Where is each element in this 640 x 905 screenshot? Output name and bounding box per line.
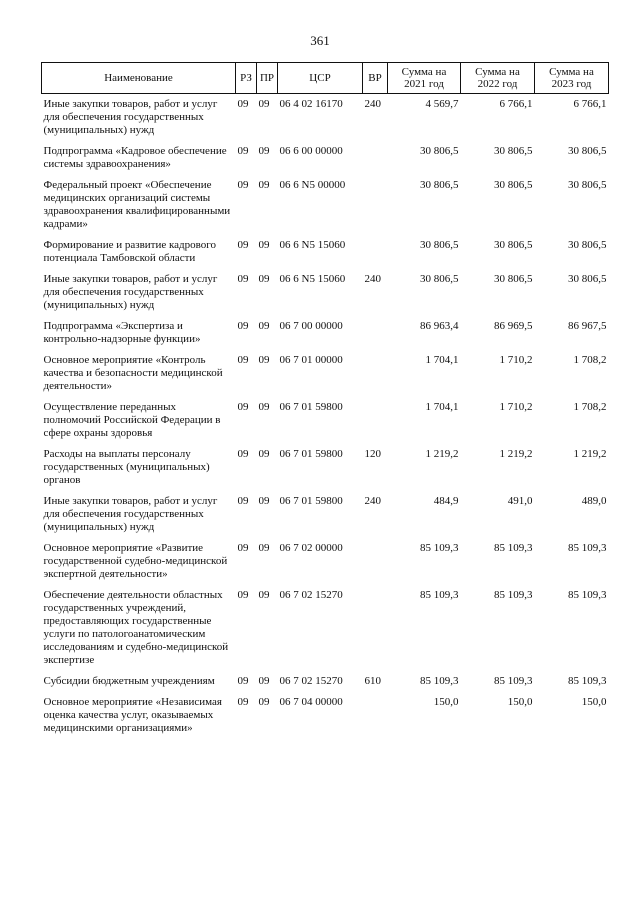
cell-rz: 09 bbox=[237, 98, 249, 110]
cell-name: Федеральный проект «Обеспечение медицинских организаций системы здравоохранения квалифицированными кадрами» bbox=[43, 179, 231, 230]
table-row bbox=[42, 98, 609, 137]
cell-sum-2022: 1 710,2 bbox=[499, 401, 533, 413]
row-spacer bbox=[42, 393, 609, 401]
row-spacer-cell bbox=[42, 581, 609, 589]
cell-csr: 06 7 01 59800 bbox=[279, 401, 343, 413]
cell-sum-2022: 85 109,3 bbox=[494, 675, 533, 687]
cell-sum-2021: 1 219,2 bbox=[425, 448, 459, 460]
page-number: 361 bbox=[310, 33, 330, 48]
cell-sum-2023: 1 708,2 bbox=[573, 354, 607, 366]
cell-rz: 09 bbox=[237, 675, 249, 687]
cell-pr: 09 bbox=[258, 145, 270, 157]
cell-name: Иные закупки товаров, работ и услуг для обеспечения государственных (муниципальных) нужд bbox=[43, 495, 218, 533]
table-row bbox=[42, 354, 609, 393]
table-row bbox=[42, 542, 609, 581]
cell-pr: 09 bbox=[258, 542, 270, 554]
row-spacer bbox=[42, 667, 609, 675]
cell-pr: 09 bbox=[258, 495, 270, 507]
cell-sum-2021: 1 704,1 bbox=[425, 354, 459, 366]
cell-name: Иные закупки товаров, работ и услуг для обеспечения государственных (муниципальных) нужд bbox=[43, 273, 218, 311]
cell-rz: 09 bbox=[237, 179, 249, 191]
row-spacer-cell bbox=[42, 534, 609, 542]
cell-vr bbox=[363, 354, 388, 393]
cell-vr: 240 bbox=[364, 98, 381, 110]
row-spacer bbox=[42, 346, 609, 354]
cell-sum-2021: 30 806,5 bbox=[420, 179, 459, 191]
cell-pr: 09 bbox=[258, 696, 270, 708]
header-rz: РЗ bbox=[236, 63, 257, 94]
row-spacer bbox=[42, 137, 609, 145]
cell-csr: 06 7 00 00000 bbox=[279, 320, 343, 332]
cell-sum-2022: 6 766,1 bbox=[499, 98, 533, 110]
table-row bbox=[42, 696, 609, 735]
cell-vr bbox=[363, 145, 388, 171]
cell-pr: 09 bbox=[258, 320, 270, 332]
cell-pr: 09 bbox=[258, 589, 270, 601]
cell-csr: 06 6 N5 00000 bbox=[279, 179, 346, 191]
table-row bbox=[42, 495, 609, 534]
cell-name: Расходы на выплаты персоналу государственных (муниципальных) органов bbox=[43, 448, 210, 486]
table-row bbox=[42, 239, 609, 265]
table-row bbox=[42, 401, 609, 440]
cell-sum-2021: 30 806,5 bbox=[420, 239, 459, 251]
cell-sum-2023: 1 708,2 bbox=[573, 401, 607, 413]
cell-sum-2023: 150,0 bbox=[581, 696, 607, 708]
cell-sum-2023: 30 806,5 bbox=[568, 239, 607, 251]
cell-sum-2021: 85 109,3 bbox=[420, 589, 459, 601]
row-spacer-cell bbox=[42, 346, 609, 354]
row-spacer-cell bbox=[42, 312, 609, 320]
cell-sum-2022: 85 109,3 bbox=[494, 589, 533, 601]
cell-vr bbox=[363, 179, 388, 231]
cell-vr bbox=[363, 589, 388, 667]
table-body bbox=[42, 94, 609, 736]
cell-sum-2022: 30 806,5 bbox=[494, 239, 533, 251]
cell-name: Основное мероприятие «Контроль качества и безопасности медицинской деятельности» bbox=[43, 354, 223, 392]
cell-name: Осуществление переданных полномочий Российской Федерации в сфере охраны здоровья bbox=[43, 401, 221, 439]
cell-sum-2022: 30 806,5 bbox=[494, 145, 533, 157]
row-spacer bbox=[42, 231, 609, 239]
cell-sum-2023: 85 109,3 bbox=[568, 542, 607, 554]
table-row bbox=[42, 320, 609, 346]
row-spacer-cell bbox=[42, 487, 609, 495]
cell-name: Основное мероприятие «Независимая оценка качества услуг, оказываемых медицинскими организациями» bbox=[43, 696, 222, 734]
cell-sum-2023: 6 766,1 bbox=[573, 98, 607, 110]
cell-vr: 240 bbox=[364, 495, 381, 507]
cell-name: Иные закупки товаров, работ и услуг для обеспечения государственных (муниципальных) нужд bbox=[43, 98, 218, 136]
cell-sum-2022: 491,0 bbox=[507, 495, 533, 507]
cell-csr: 06 7 01 59800 bbox=[279, 448, 343, 460]
header-pr: ПР bbox=[257, 63, 278, 94]
cell-name: Основное мероприятие «Развитие государственной судебно-медицинской экспертной деятельности» bbox=[43, 542, 228, 580]
cell-rz: 09 bbox=[237, 273, 249, 285]
row-spacer-cell bbox=[42, 440, 609, 448]
cell-csr: 06 7 02 00000 bbox=[279, 542, 343, 554]
header-sum-2021: Сумма на 2021 год bbox=[388, 63, 461, 94]
cell-rz: 09 bbox=[237, 448, 249, 460]
cell-sum-2021: 85 109,3 bbox=[420, 542, 459, 554]
cell-rz: 09 bbox=[237, 589, 249, 601]
cell-sum-2022: 86 969,5 bbox=[494, 320, 533, 332]
cell-vr: 610 bbox=[364, 675, 381, 687]
cell-sum-2023: 30 806,5 bbox=[568, 273, 607, 285]
header-sum-2023: Сумма на 2023 год bbox=[535, 63, 609, 94]
cell-vr bbox=[363, 696, 388, 735]
cell-rz: 09 bbox=[237, 542, 249, 554]
row-spacer bbox=[42, 312, 609, 320]
row-spacer-cell bbox=[42, 265, 609, 273]
cell-sum-2023: 489,0 bbox=[581, 495, 607, 507]
cell-csr: 06 6 N5 15060 bbox=[279, 239, 346, 251]
row-spacer bbox=[42, 534, 609, 542]
cell-vr: 240 bbox=[364, 273, 381, 285]
cell-pr: 09 bbox=[258, 675, 270, 687]
budget-table bbox=[41, 62, 609, 735]
header-csr: ЦСР bbox=[278, 63, 363, 94]
cell-vr bbox=[363, 320, 388, 346]
row-spacer-cell bbox=[42, 137, 609, 145]
cell-sum-2021: 30 806,5 bbox=[420, 273, 459, 285]
cell-csr: 06 7 01 59800 bbox=[279, 495, 343, 507]
row-spacer bbox=[42, 440, 609, 448]
cell-csr: 06 6 00 00000 bbox=[279, 145, 343, 157]
cell-vr bbox=[363, 542, 388, 581]
cell-vr: 120 bbox=[364, 448, 381, 460]
cell-sum-2023: 30 806,5 bbox=[568, 145, 607, 157]
cell-rz: 09 bbox=[237, 495, 249, 507]
cell-sum-2021: 86 963,4 bbox=[420, 320, 459, 332]
cell-sum-2022: 1 710,2 bbox=[499, 354, 533, 366]
cell-csr: 06 4 02 16170 bbox=[279, 98, 343, 110]
table-row bbox=[42, 589, 609, 667]
cell-csr: 06 6 N5 15060 bbox=[279, 273, 346, 285]
cell-pr: 09 bbox=[258, 239, 270, 251]
row-spacer bbox=[42, 581, 609, 589]
cell-sum-2022: 30 806,5 bbox=[494, 273, 533, 285]
row-spacer bbox=[42, 265, 609, 273]
row-spacer-cell bbox=[42, 171, 609, 179]
row-spacer bbox=[42, 688, 609, 696]
row-spacer-cell bbox=[42, 231, 609, 239]
header-vr: ВР bbox=[363, 63, 388, 94]
table-header-row bbox=[42, 63, 609, 94]
cell-sum-2021: 1 704,1 bbox=[425, 401, 459, 413]
cell-sum-2022: 150,0 bbox=[507, 696, 533, 708]
cell-rz: 09 bbox=[237, 696, 249, 708]
cell-csr: 06 7 01 00000 bbox=[279, 354, 343, 366]
cell-sum-2023: 85 109,3 bbox=[568, 675, 607, 687]
cell-sum-2021: 150,0 bbox=[433, 696, 459, 708]
cell-sum-2021: 85 109,3 bbox=[420, 675, 459, 687]
row-spacer-cell bbox=[42, 688, 609, 696]
table-row bbox=[42, 145, 609, 171]
cell-sum-2023: 30 806,5 bbox=[568, 179, 607, 191]
cell-pr: 09 bbox=[258, 354, 270, 366]
cell-sum-2021: 30 806,5 bbox=[420, 145, 459, 157]
table-row bbox=[42, 273, 609, 312]
row-spacer bbox=[42, 171, 609, 179]
cell-rz: 09 bbox=[237, 145, 249, 157]
cell-vr bbox=[363, 401, 388, 440]
cell-rz: 09 bbox=[237, 354, 249, 366]
table-row bbox=[42, 179, 609, 231]
cell-sum-2022: 30 806,5 bbox=[494, 179, 533, 191]
header-name: Наименование bbox=[42, 63, 236, 94]
cell-sum-2023: 86 967,5 bbox=[568, 320, 607, 332]
header-sum-2022: Сумма на 2022 год bbox=[461, 63, 535, 94]
cell-rz: 09 bbox=[237, 239, 249, 251]
cell-name: Субсидии бюджетным учреждениям bbox=[43, 675, 215, 687]
cell-sum-2021: 4 569,7 bbox=[425, 98, 459, 110]
cell-vr bbox=[363, 239, 388, 265]
cell-sum-2023: 85 109,3 bbox=[568, 589, 607, 601]
cell-csr: 06 7 02 15270 bbox=[279, 589, 343, 601]
cell-pr: 09 bbox=[258, 179, 270, 191]
cell-name: Подпрограмма «Экспертиза и контрольно-надзорные функции» bbox=[43, 320, 201, 345]
table-row bbox=[42, 675, 609, 688]
row-spacer-cell bbox=[42, 667, 609, 675]
cell-name: Формирование и развитие кадрового потенциала Тамбовской области bbox=[43, 239, 216, 264]
cell-pr: 09 bbox=[258, 401, 270, 413]
cell-csr: 06 7 04 00000 bbox=[279, 696, 343, 708]
cell-sum-2023: 1 219,2 bbox=[573, 448, 607, 460]
cell-pr: 09 bbox=[258, 273, 270, 285]
cell-name: Подпрограмма «Кадровое обеспечение системы здравоохранения» bbox=[43, 145, 227, 170]
cell-csr: 06 7 02 15270 bbox=[279, 675, 343, 687]
cell-rz: 09 bbox=[237, 401, 249, 413]
cell-rz: 09 bbox=[237, 320, 249, 332]
table-row bbox=[42, 448, 609, 487]
cell-sum-2022: 85 109,3 bbox=[494, 542, 533, 554]
row-spacer bbox=[42, 487, 609, 495]
cell-pr: 09 bbox=[258, 98, 270, 110]
row-spacer-cell bbox=[42, 393, 609, 401]
cell-sum-2021: 484,9 bbox=[433, 495, 459, 507]
cell-pr: 09 bbox=[258, 448, 270, 460]
cell-sum-2022: 1 219,2 bbox=[499, 448, 533, 460]
cell-name: Обеспечение деятельности областных государственных учреждений, предоставляющих государственные услуги по патологоанатомическим исследованиям и судебно-медицинской экспертизе bbox=[43, 589, 229, 666]
